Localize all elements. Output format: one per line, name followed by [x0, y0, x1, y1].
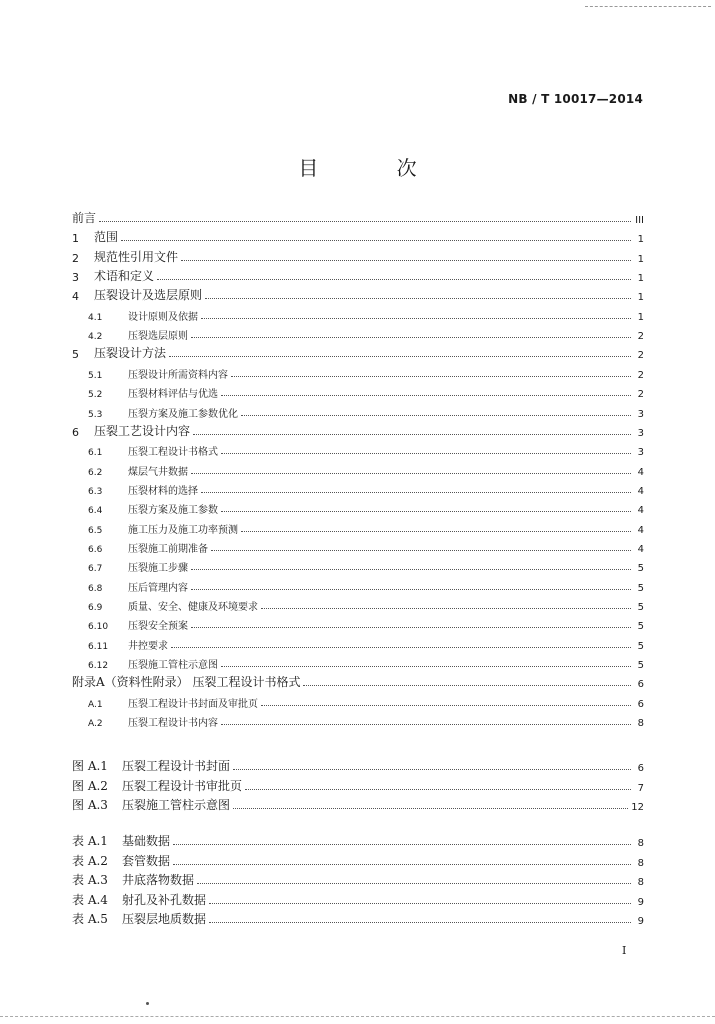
entry-number: 5.2 [88, 390, 103, 401]
entry-title: 压裂工程设计书内容 [128, 718, 218, 730]
entry-title: 压裂方案及施工参数优化 [128, 408, 238, 420]
entry-title: 压裂工程设计书封面及审批页 [128, 698, 258, 710]
entry-number: 1 [72, 232, 79, 246]
entry-page-number: 7 [637, 782, 644, 794]
entry-page-number: 3 [637, 408, 644, 420]
entry-page-number: 1 [637, 311, 644, 323]
leader-dots [121, 240, 631, 241]
entry-title: 附录A（资料性附录） 压裂工程设计书格式 [72, 675, 301, 690]
entry-number: 表 A.5 [72, 912, 108, 926]
toc-entry [72, 477, 644, 497]
entry-number: 6 [72, 425, 79, 439]
entry-number: 6.10 [88, 622, 109, 633]
entry-number: 3 [72, 271, 79, 285]
toc-entry [72, 554, 644, 574]
entry-number: 6.4 [88, 506, 103, 517]
entry-title: 设计原则及依据 [128, 311, 198, 323]
entry-page-number: 1 [637, 292, 644, 304]
leader-dots [171, 647, 631, 648]
leader-dots [201, 492, 631, 493]
entry-page-number: 8 [637, 857, 644, 869]
toc-entry [72, 400, 644, 420]
entry-page-number: 1 [637, 273, 644, 285]
entry-title: 井底落物数据 [122, 873, 195, 887]
entry-page-number: 5 [637, 640, 644, 652]
entry-number: 6.6 [88, 544, 103, 555]
entry-page-number: 3 [637, 427, 644, 439]
entry-page-number: 6 [637, 679, 644, 691]
table-list-entry [72, 829, 644, 849]
entry-title: 压裂方案及施工参数 [128, 505, 218, 517]
table-list-entry [72, 849, 644, 869]
entry-page-number: 1 [637, 253, 644, 265]
entry-title: 压裂选层原则 [128, 331, 188, 343]
leader-dots [173, 844, 631, 845]
entry-number: A.1 [88, 699, 103, 710]
entry-page-number: 8 [637, 718, 644, 730]
entry-number: 5.3 [88, 409, 103, 420]
entry-title: 压裂工程设计书格式 [128, 447, 218, 459]
entry-number: 6.9 [88, 603, 103, 613]
entry-number: 图 A.2 [72, 778, 108, 793]
entry-title: 前言 [72, 211, 97, 225]
top-scan-rule [585, 6, 711, 7]
entry-number: 4.2 [88, 332, 103, 343]
leader-dots [209, 903, 631, 904]
entry-number: 4 [72, 290, 79, 304]
figure-list-entry [72, 774, 644, 794]
leader-dots [157, 279, 631, 280]
entry-page-number: 4 [637, 543, 644, 555]
entry-title: 质量、安全、健康及环境要求 [128, 602, 258, 613]
entry-title: 压裂工艺设计内容 [94, 423, 191, 438]
entry-page-number: 1 [637, 234, 644, 246]
toc-entry [72, 632, 644, 652]
leader-dots [231, 376, 631, 377]
entry-page-number: 6 [637, 763, 644, 774]
leader-dots [191, 337, 631, 338]
entry-number: 图 A.3 [72, 798, 108, 812]
leader-dots [233, 769, 631, 770]
entry-page-number: 4 [637, 505, 644, 517]
toc-entry [72, 419, 644, 439]
entry-page-number: 12 [631, 802, 644, 813]
entry-page-number: 8 [637, 877, 644, 888]
toc-entry [72, 496, 644, 516]
entry-page-number: 5 [637, 621, 644, 633]
toc-entry [72, 380, 644, 400]
scan-speck [146, 1002, 149, 1005]
entry-page-number: 6 [637, 698, 644, 710]
leader-dots [197, 883, 631, 884]
figure-list-entry [72, 793, 644, 813]
leader-dots [303, 685, 631, 686]
entry-title: 套管数据 [122, 853, 171, 868]
entry-number: 表 A.3 [72, 873, 108, 887]
toc-entry [72, 322, 644, 342]
entry-number: 表 A.1 [72, 834, 108, 848]
toc-entry [72, 438, 644, 458]
entry-number: 4.1 [88, 312, 103, 323]
entry-page-number: 2 [637, 331, 644, 343]
leader-dots [261, 608, 631, 609]
entry-number: A.2 [88, 719, 103, 730]
entry-page-number: 2 [637, 350, 644, 362]
toc-entry [72, 690, 644, 710]
leader-dots [221, 724, 631, 725]
entry-number: 图 A.1 [72, 759, 108, 773]
entry-title: 规范性引用文件 [94, 249, 179, 264]
entry-title: 范围 [94, 230, 119, 245]
entry-title: 压裂设计方法 [94, 346, 167, 361]
entry-page-number: 5 [637, 602, 644, 613]
toc-entry [72, 225, 644, 245]
leader-dots [169, 356, 631, 357]
entry-title: 压裂施工管柱示意图 [122, 798, 231, 812]
toc-entry [72, 303, 644, 323]
leader-dots [201, 318, 631, 319]
entry-title: 压裂材料的选择 [128, 485, 198, 497]
table-list-entry [72, 868, 644, 888]
entry-title: 压裂材料评估与优选 [128, 389, 218, 401]
toc-entry [72, 670, 644, 690]
leader-dots [205, 298, 631, 299]
entry-title: 压裂工程设计书封面 [122, 759, 231, 773]
leader-dots [209, 922, 631, 923]
entry-page-number: 4 [637, 466, 644, 478]
document-code: NB / T 10017—2014 [508, 92, 643, 106]
entry-title: 术语和定义 [94, 269, 155, 284]
toc-entry [72, 206, 644, 226]
entry-title: 压裂施工步骤 [128, 563, 188, 575]
leader-dots [241, 415, 631, 416]
toc-entry [72, 458, 644, 478]
entry-number: 6.5 [88, 525, 103, 536]
entry-number: 6.8 [88, 583, 103, 594]
entry-title: 压裂施工前期准备 [128, 543, 208, 555]
entry-title: 射孔及补孔数据 [122, 892, 207, 907]
entry-title: 基础数据 [122, 834, 171, 848]
entry-number: 5.1 [88, 370, 103, 381]
table-list-entry [72, 888, 644, 908]
entry-title: 压后管理内容 [128, 582, 188, 594]
entry-number: 6.2 [88, 467, 103, 478]
entry-page-number: III [635, 215, 644, 226]
entry-title: 施工压力及施工功率预测 [128, 524, 238, 536]
entry-page-number: 4 [637, 524, 644, 536]
entry-title: 压裂设计及选层原则 [94, 288, 203, 303]
page-title: 目 次 [298, 156, 453, 180]
toc-entry [72, 612, 644, 632]
entry-number: 6.11 [88, 641, 109, 652]
toc-entry [72, 283, 644, 303]
leader-dots [191, 473, 631, 474]
toc-entry [72, 516, 644, 536]
entry-title: 煤层气井数据 [128, 466, 188, 478]
entry-number: 6.7 [88, 564, 103, 575]
entry-number: 表 A.4 [72, 892, 108, 907]
toc-entry [72, 593, 644, 613]
leader-dots [245, 789, 631, 790]
leader-dots [193, 434, 631, 435]
entry-page-number: 9 [637, 916, 644, 927]
page-number: I [622, 944, 627, 957]
toc-entry [72, 341, 644, 361]
toc-entry [72, 361, 644, 381]
leader-dots [261, 705, 631, 706]
leader-dots [241, 531, 631, 532]
leader-dots [99, 221, 631, 222]
entry-number: 6.1 [88, 448, 103, 459]
entry-page-number: 8 [637, 838, 644, 849]
leader-dots [211, 550, 631, 551]
leader-dots [233, 808, 628, 809]
entry-page-number: 3 [637, 447, 644, 459]
leader-dots [221, 453, 631, 454]
leader-dots [181, 260, 631, 261]
figure-list-entry [72, 754, 644, 774]
entry-page-number: 5 [637, 563, 644, 575]
entry-number: 5 [72, 348, 79, 362]
leader-dots [221, 395, 631, 396]
entry-title: 压裂工程设计书审批页 [122, 778, 243, 793]
entry-title: 井控要求 [128, 640, 168, 652]
table-list-entry [72, 907, 644, 927]
leader-dots [191, 589, 631, 590]
entry-title: 压裂施工管柱示意图 [128, 660, 218, 672]
leader-dots [191, 627, 631, 628]
entry-number: 6.12 [88, 661, 109, 672]
bottom-scan-rule [0, 1016, 715, 1017]
entry-number: 6.3 [88, 486, 103, 497]
entry-title: 压裂安全预案 [128, 621, 188, 633]
entry-number: 表 A.2 [72, 853, 108, 868]
entry-page-number: 5 [637, 582, 644, 594]
toc-entry [72, 245, 644, 265]
toc-entry [72, 651, 644, 671]
entry-page-number: 9 [637, 896, 644, 908]
entry-page-number: 5 [637, 660, 644, 672]
toc-entry [72, 264, 644, 284]
entry-page-number: 2 [637, 389, 644, 401]
leader-dots [173, 864, 631, 865]
entry-page-number: 2 [637, 369, 644, 381]
entry-title: 压裂层地质数据 [122, 912, 207, 926]
entry-number: 2 [72, 251, 79, 265]
toc-entry [72, 535, 644, 555]
entry-page-number: 4 [637, 485, 644, 497]
toc-entry [72, 574, 644, 594]
leader-dots [191, 569, 631, 570]
entry-title: 压裂设计所需资料内容 [128, 369, 228, 381]
toc-entry [72, 709, 644, 729]
leader-dots [221, 666, 631, 667]
leader-dots [221, 511, 631, 512]
